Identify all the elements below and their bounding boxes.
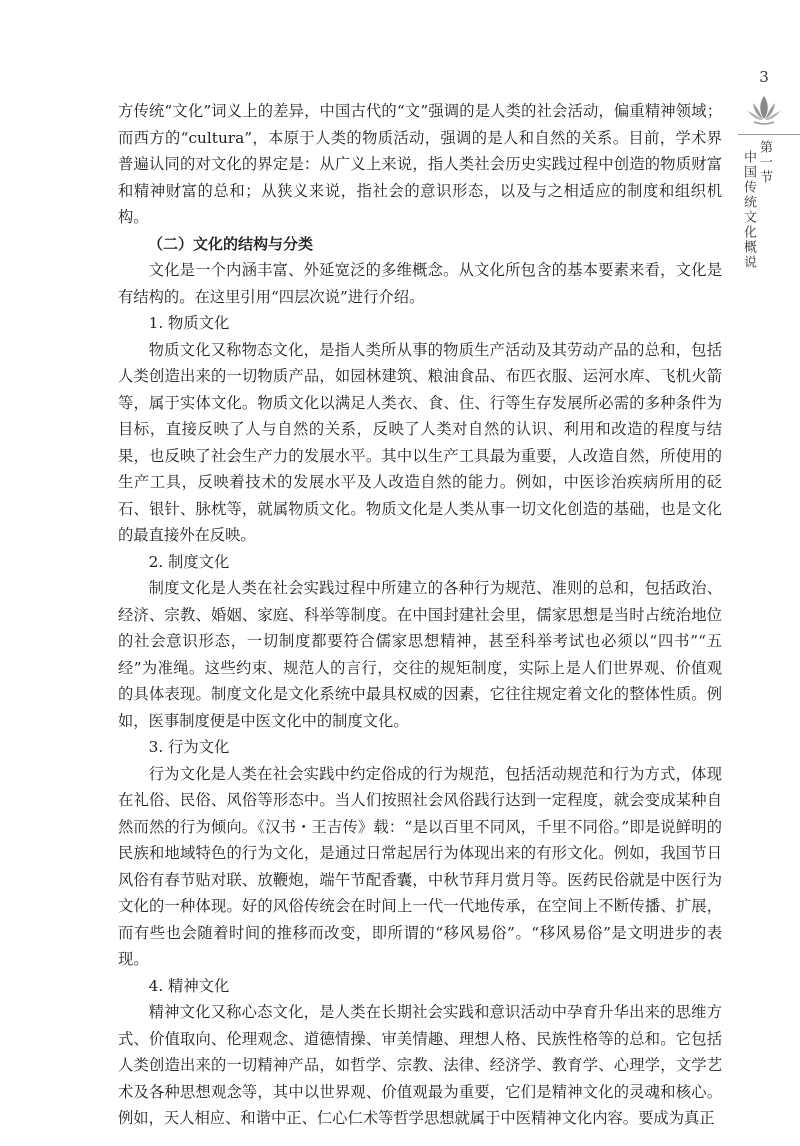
item-heading-spiritual: 4. 精神文化 <box>148 976 230 995</box>
side-rule <box>738 134 800 135</box>
subsection-heading: （二）文化的结构与分类 <box>148 234 314 253</box>
intro-paragraph: 方传统“文化”词义上的差异，中国古代的“文”强调的是人类的社会活动，偏重精神领域；而西方的“cultura”，本原于人类的物质活动，强调的是人和自然的关系。目前，学术界普遍认同的对文化的界定是：从广义上来说，指人类社会历史实践过程中创造的物质财富和精神财富的总和；从狭义来说，指社会的意识形态，以及与之相适应的制度和组织机构。 <box>118 102 722 226</box>
item-paragraph-behavioral: 行为文化是人类在社会实践中约定俗成的行为规范，包括活动规范和行为方式，体现在礼俗、民俗、风俗等形态中。当人们按照社会风俗践行达到一定程度，就会变成某种自然而然的行为倾向。《汉书・王吉传》载：“是以百里不同风，千里不同俗。”即是说鲜明的民族和地域特色的行为文化，是通过日常起居行为体现出来的有形文化。例如，我国节日风俗有春节贴对联、放鞭炮，端午节配香囊，中秋节拜月赏月等。医药民俗就是中医行为文化的一种体现。好的风俗传统会在时间上一代一代地传承，在空间上不断传播、扩展，而有些也会随着时间的推移而改变，即所谓的“移风易俗”。“移风易俗”是文明进步的表现。 <box>118 764 722 968</box>
section-label: 第一节 <box>757 140 772 185</box>
side-tab <box>741 140 772 270</box>
subsection-intro: 文化是一个内涵丰富、外延宽泛的多维概念。从文化所包含的基本要素来看，文化是有结构的。在这里引用“四层次说”进行介绍。 <box>118 261 722 306</box>
section-title: 中国传统文化概说 <box>741 150 756 270</box>
lotus-icon <box>746 92 782 128</box>
item-heading-institutional: 2. 制度文化 <box>148 552 230 571</box>
item-paragraph-institutional: 制度文化是人类在社会实践过程中所建立的各种行为规范、准则的总和，包括政治、经济、宗教、婚姻、家庭、科举等制度。在中国封建社会里，儒家思想是当时占统治地位的社会意识形态，一切制度都要符合儒家思想精神，甚至科举考试也必须以“四书”“五经”为准绳。这些约束、规范人的言行，交往的规矩制度，实际上是人们世界观、价值观的具体表现。制度文化是文化系统中最具权威的因素，它往往规定着文化的整体性质。例如，医事制度便是中医文化中的制度文化。 <box>118 579 722 730</box>
item-paragraph-material: 物质文化又称物态文化，是指人类所从事的物质生产活动及其劳动产品的总和，包括人类创造出来的一切物质产品，如园林建筑、粮油食品、布匹衣服、运河水库、飞机火箭等，属于实体文化。物质文化以满足人类衣、食、住、行等生存发展所必需的多种条件为目标，直接反映了人与自然的关系，反映了人类对自然的认识、利用和改造的程度与结果，也反映了社会生产力的发展水平。其中以生产工具最为重要，人改造自然，所使用的生产工具，反映着技术的发展水平及人改造自然的能力。例如，中医诊治疾病所用的砭石、银针、脉枕等，就属物质文化。物质文化是人类从事一切文化创造的基础，也是文化的最直接外在反映。 <box>118 340 722 544</box>
page-number: 3 <box>759 68 769 86</box>
item-heading-material: 1. 物质文化 <box>148 314 230 332</box>
item-paragraph-spiritual: 精神文化又称心态文化，是人类在长期社会实践和意识活动中孕育升华出来的思维方式、价值取向、伦理观念、道德情操、审美情趣、理想人格、民族性格等的总和。它包括人类创造出来的一切精神产品，如哲学、宗教、法律、经济学、教育学、心理学，文学艺术及各种思想观念等，其中以世界观、价值观最为重要，它们是精神文化的灵魂和核心。例如，天人相应、和谐中正、仁心仁术等哲学思想就属于中医精神文化内容。要成为真正 <box>118 1003 722 1127</box>
body-text <box>118 98 722 1132</box>
item-heading-behavioral: 3. 行为文化 <box>148 738 230 756</box>
